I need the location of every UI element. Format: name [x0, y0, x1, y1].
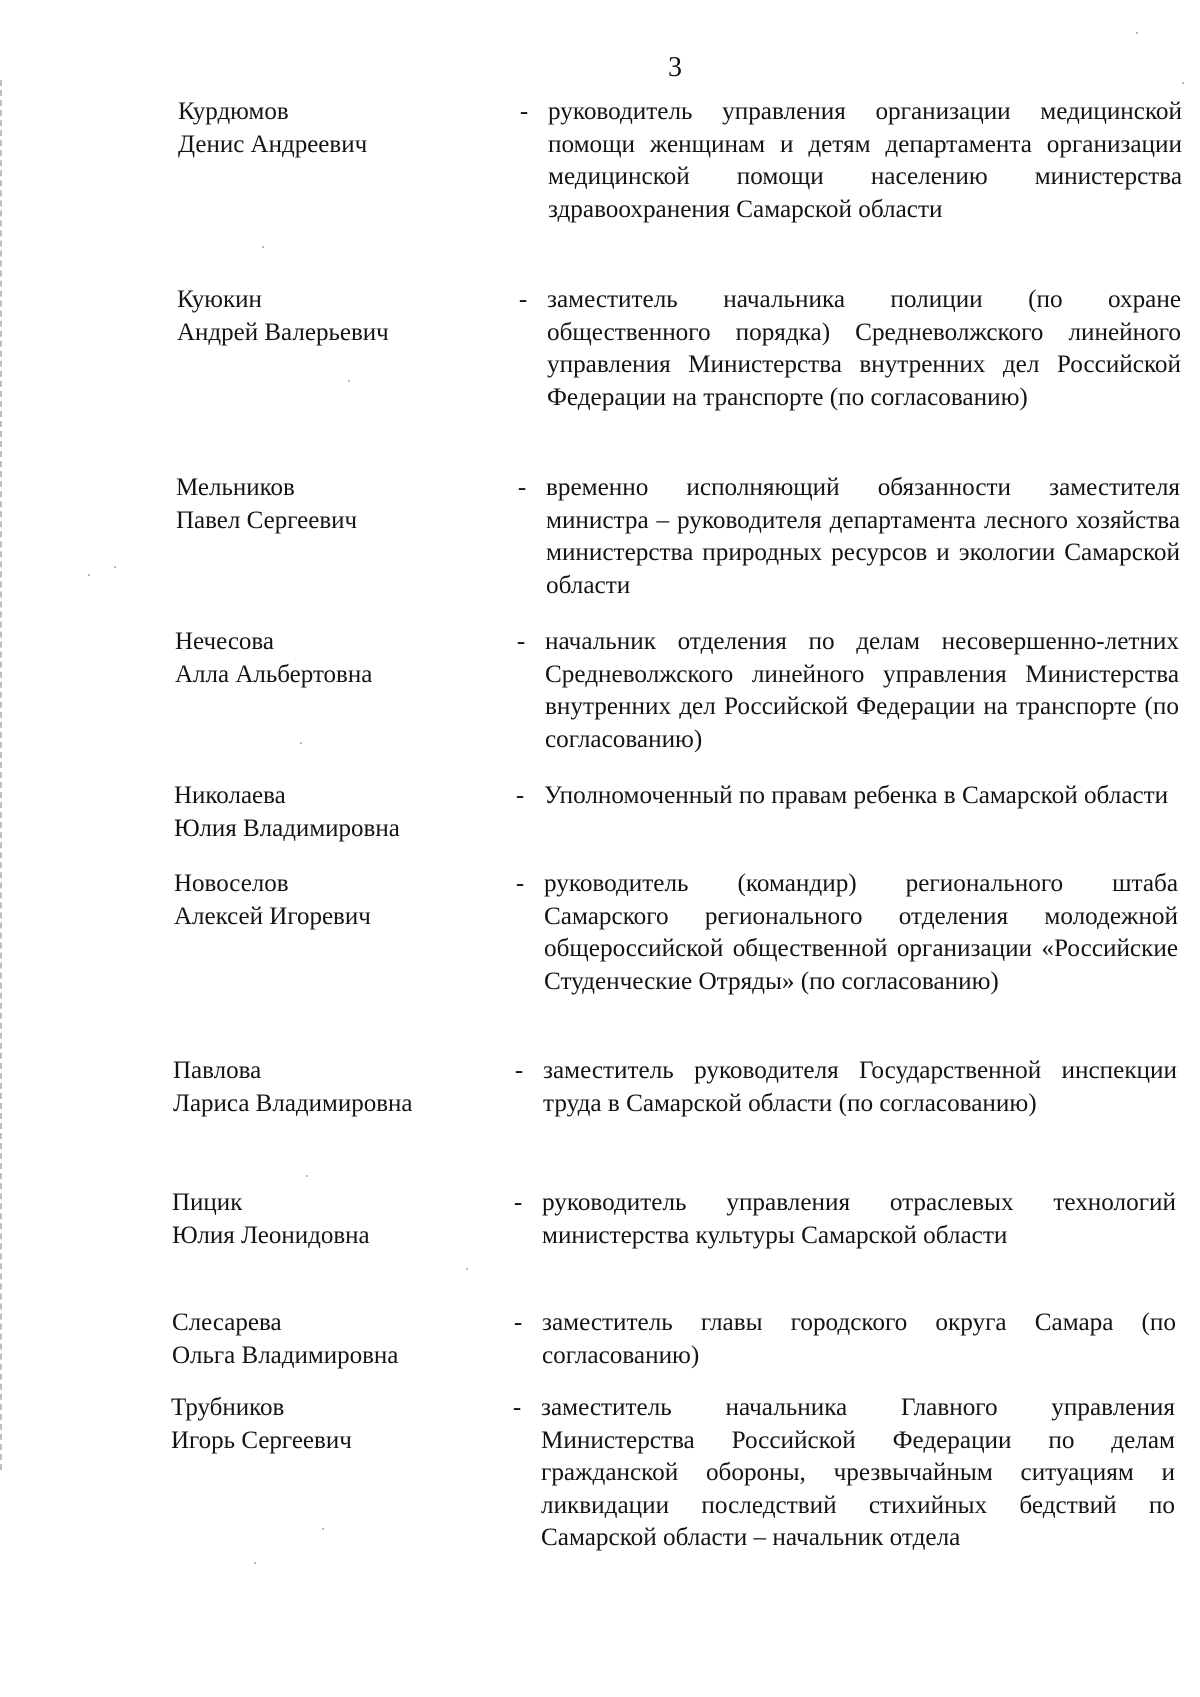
member-role: заместитель главы городского округа Самара (по согласованию) [542, 1309, 1176, 1369]
member-role: руководитель управления отраслевых технологий министерства культуры Самарской области [542, 1189, 1176, 1249]
member-name [176, 472, 506, 537]
scan-speck [300, 742, 302, 744]
member-surname: Слесарева [172, 1309, 282, 1336]
separator-dash: - [519, 98, 529, 125]
scan-speck [322, 1528, 324, 1530]
member-role: заместитель начальника полиции (по охране общественного порядка) Средневолжского линейного управления Министерства внутренних дел Российской Федерации на транспорте (по согласованию) [547, 286, 1181, 411]
member-surname: Новоселов [174, 870, 289, 897]
separator-dash: - [512, 1394, 522, 1421]
member-name [173, 1055, 503, 1120]
member-role: заместитель руководителя Государственной инспекции труда в Самарской области (по согласованию) [543, 1057, 1177, 1117]
member-name [178, 96, 508, 161]
member-name [172, 1187, 502, 1252]
scan-speck [88, 574, 90, 576]
member-given-names: Игорь Сергеевич [171, 1426, 352, 1454]
member-given-names: Алексей Игоревич [174, 902, 371, 930]
separator-dash: - [517, 474, 527, 501]
separator-dash: - [515, 870, 525, 897]
member-surname: Павлова [173, 1057, 262, 1084]
member-surname: Куюкин [177, 286, 262, 313]
member-role: временно исполняющий обязанности заместителя министра – руководителя департамента лесного хозяйства министерства природных ресурсов и экологии Самарской области [546, 474, 1180, 599]
separator-dash: - [513, 1309, 523, 1336]
member-surname: Мельников [176, 474, 295, 501]
member-given-names: Ольга Владимировна [172, 1341, 399, 1369]
member-name [174, 868, 504, 933]
member-given-names: Алла Альбертовна [175, 660, 373, 688]
member-given-names: Денис Андреевич [178, 130, 368, 158]
member-given-names: Юлия Леонидовна [172, 1221, 370, 1249]
member-surname: Пицик [172, 1189, 243, 1216]
member-name [177, 284, 507, 349]
member-name [171, 1392, 501, 1457]
member-name [172, 1307, 502, 1372]
separator-dash: - [514, 1057, 524, 1084]
scan-speck [254, 1562, 256, 1564]
scan-speck [262, 246, 264, 248]
separator-dash: - [516, 628, 526, 655]
member-surname: Нечесова [175, 628, 274, 655]
scan-speck [466, 1268, 468, 1270]
member-given-names: Андрей Валерьевич [177, 318, 389, 346]
member-role: Уполномоченный по правам ребенка в Самарской области [544, 782, 1169, 809]
member-name [174, 780, 504, 845]
member-given-names: Юлия Владимировна [174, 814, 400, 842]
page-number: 3 [668, 52, 682, 83]
member-role: начальник отделения по делам несовершенно-летних Средневолжского линейного управления Министерства внутренних дел Российской Федерации на транспорте (по согласованию) [545, 628, 1179, 753]
separator-dash: - [515, 782, 525, 809]
scan-speck [114, 566, 116, 568]
scan-speck [1182, 82, 1184, 84]
scan-speck [348, 380, 350, 382]
scan-speck [306, 1175, 308, 1177]
separator-dash: - [513, 1189, 523, 1216]
member-given-names: Лариса Владимировна [173, 1089, 413, 1117]
member-role: руководитель (командир) регионального штаба Самарского регионального отделения молодежной общероссийской общественной организации «Российские Студенческие Отряды» (по согласованию) [544, 870, 1178, 995]
member-surname: Трубников [171, 1394, 285, 1421]
scan-speck [1136, 32, 1138, 34]
member-given-names: Павел Сергеевич [176, 506, 358, 534]
member-role: заместитель начальника Главного управления Министерства Российской Федерации по делам гражданской обороны, чрезвычайным ситуациям и ликвидации последствий стихийных бедствий по Самарской области – начальник отдела [541, 1394, 1175, 1551]
separator-dash: - [518, 286, 528, 313]
scan-edge-mark [0, 80, 4, 1470]
member-surname: Николаева [174, 782, 286, 809]
member-name [175, 626, 505, 691]
member-role: руководитель управления организации медицинской помощи женщинам и детям департамента организации медицинской помощи населению министерства здравоохранения Самарской области [548, 98, 1182, 223]
member-surname: Курдюмов [178, 98, 289, 125]
